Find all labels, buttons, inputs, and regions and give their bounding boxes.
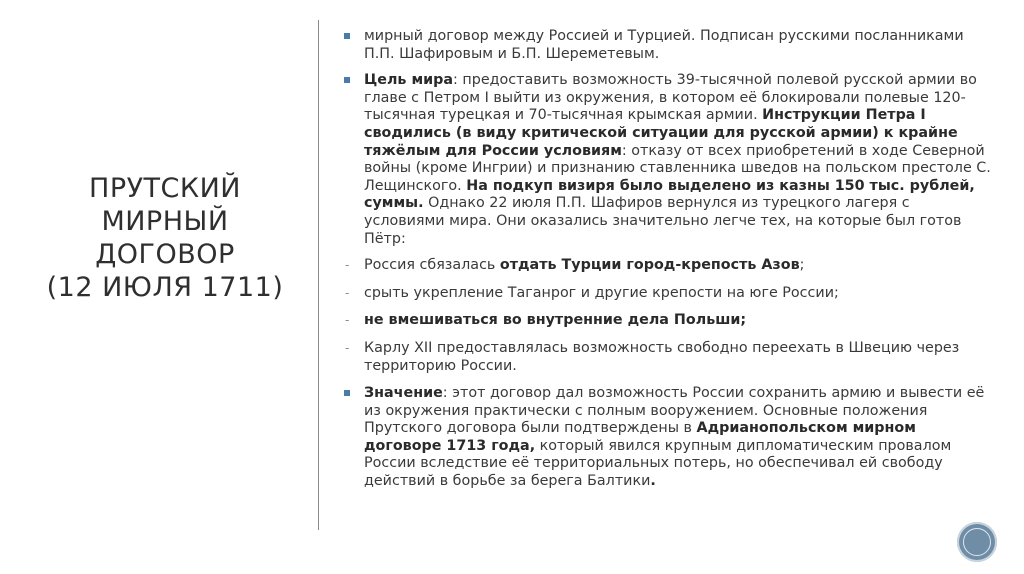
sub-item-karl [344, 340, 992, 375]
taganrog-text: срыть укрепление Таганрог и другие крепости на юге России; [364, 284, 839, 301]
content-list [344, 28, 992, 500]
logo-ring [963, 528, 991, 556]
azov-tail: ; [799, 257, 805, 274]
significance-tail: . [650, 473, 656, 490]
title-line-1: ПРУТСКИЙ [89, 173, 241, 204]
list-item-goal [344, 72, 992, 248]
azov-bold: отдать Турции город-крепость Азов [499, 257, 800, 274]
dash-marker: - [345, 313, 350, 328]
significance-bold-1: Адрианопольском мирном договоре 1713 года, [364, 420, 916, 454]
title-line-3: ДОГОВОР [95, 239, 235, 270]
slide-title [20, 172, 310, 304]
presentation-logo-icon [957, 522, 997, 562]
list-item-significance [344, 385, 992, 491]
goal-text-1: : предоставить возможность 39-тысячной полевой русской армии во главе с Петром I выйти из окружения, в котором её блокировали полевые 120-тысячная турецкая и 70-тысячная крымская армии. [364, 72, 977, 124]
definition-text: мирный договор между Россией и Турцией. Подписан русскими посланниками П.П. Шафировым и Б.П. Шереметевым. [364, 28, 964, 62]
goal-bold-1: Инструкции Петра I сводились (в виду критической ситуации для русской армии) к крайне тяжёлым для России условиям [364, 107, 958, 159]
sub-item-taganrog [344, 285, 992, 303]
dash-marker: - [345, 340, 350, 355]
significance-text-1: : этот договор дал возможность России сохранить армию и вывести её из окружения практически с полным вооружением. Основные положения Прутского договора были подтверждены в [364, 385, 985, 437]
goal-text-3: Однако 22 июля П.П. Шафиров вернулся из турецкого лагеря с условиями мира. Они оказались значительно легче тех, на которые был готов Пётр: [364, 195, 962, 247]
significance-label: Значение [364, 385, 443, 402]
karl-text: Карлу XII предоставлялась возможность свободно переехать в Швецию через территорию России. [364, 339, 960, 374]
sub-item-poland [344, 312, 992, 330]
poland-bold: не вмешиваться во внутренние дела Польши; [364, 312, 747, 329]
dash-marker: - [345, 258, 350, 273]
goal-text-2: : отказу от всех приобретений в ходе Северной войны (кроме Ингрии) и признанию ставленника шведов на польском престоле С. Лещинского. [364, 142, 991, 194]
title-line-2: МИРНЫЙ [101, 206, 229, 237]
list-item-definition [344, 28, 992, 63]
sub-item-azov [344, 257, 992, 275]
title-line-4: (12 ИЮЛЯ 1711) [46, 272, 284, 303]
square-bullet-icon [344, 77, 350, 83]
goal-label: Цель мира [364, 72, 454, 89]
vertical-divider [318, 20, 319, 530]
azov-text: Россия сбязалась [364, 257, 500, 274]
significance-text-2: который явился крупным дипломатическим провалом России вследствие её территориальных потерь, но обеспечивал ей свободу действий в борьбе за берега Балтики [364, 437, 952, 490]
goal-bold-2: На подкуп визиря было выделено из казны 150 тыс. рублей, суммы. [364, 177, 975, 212]
dash-marker: - [345, 285, 350, 300]
square-bullet-icon [344, 33, 350, 39]
square-bullet-icon [344, 390, 350, 396]
